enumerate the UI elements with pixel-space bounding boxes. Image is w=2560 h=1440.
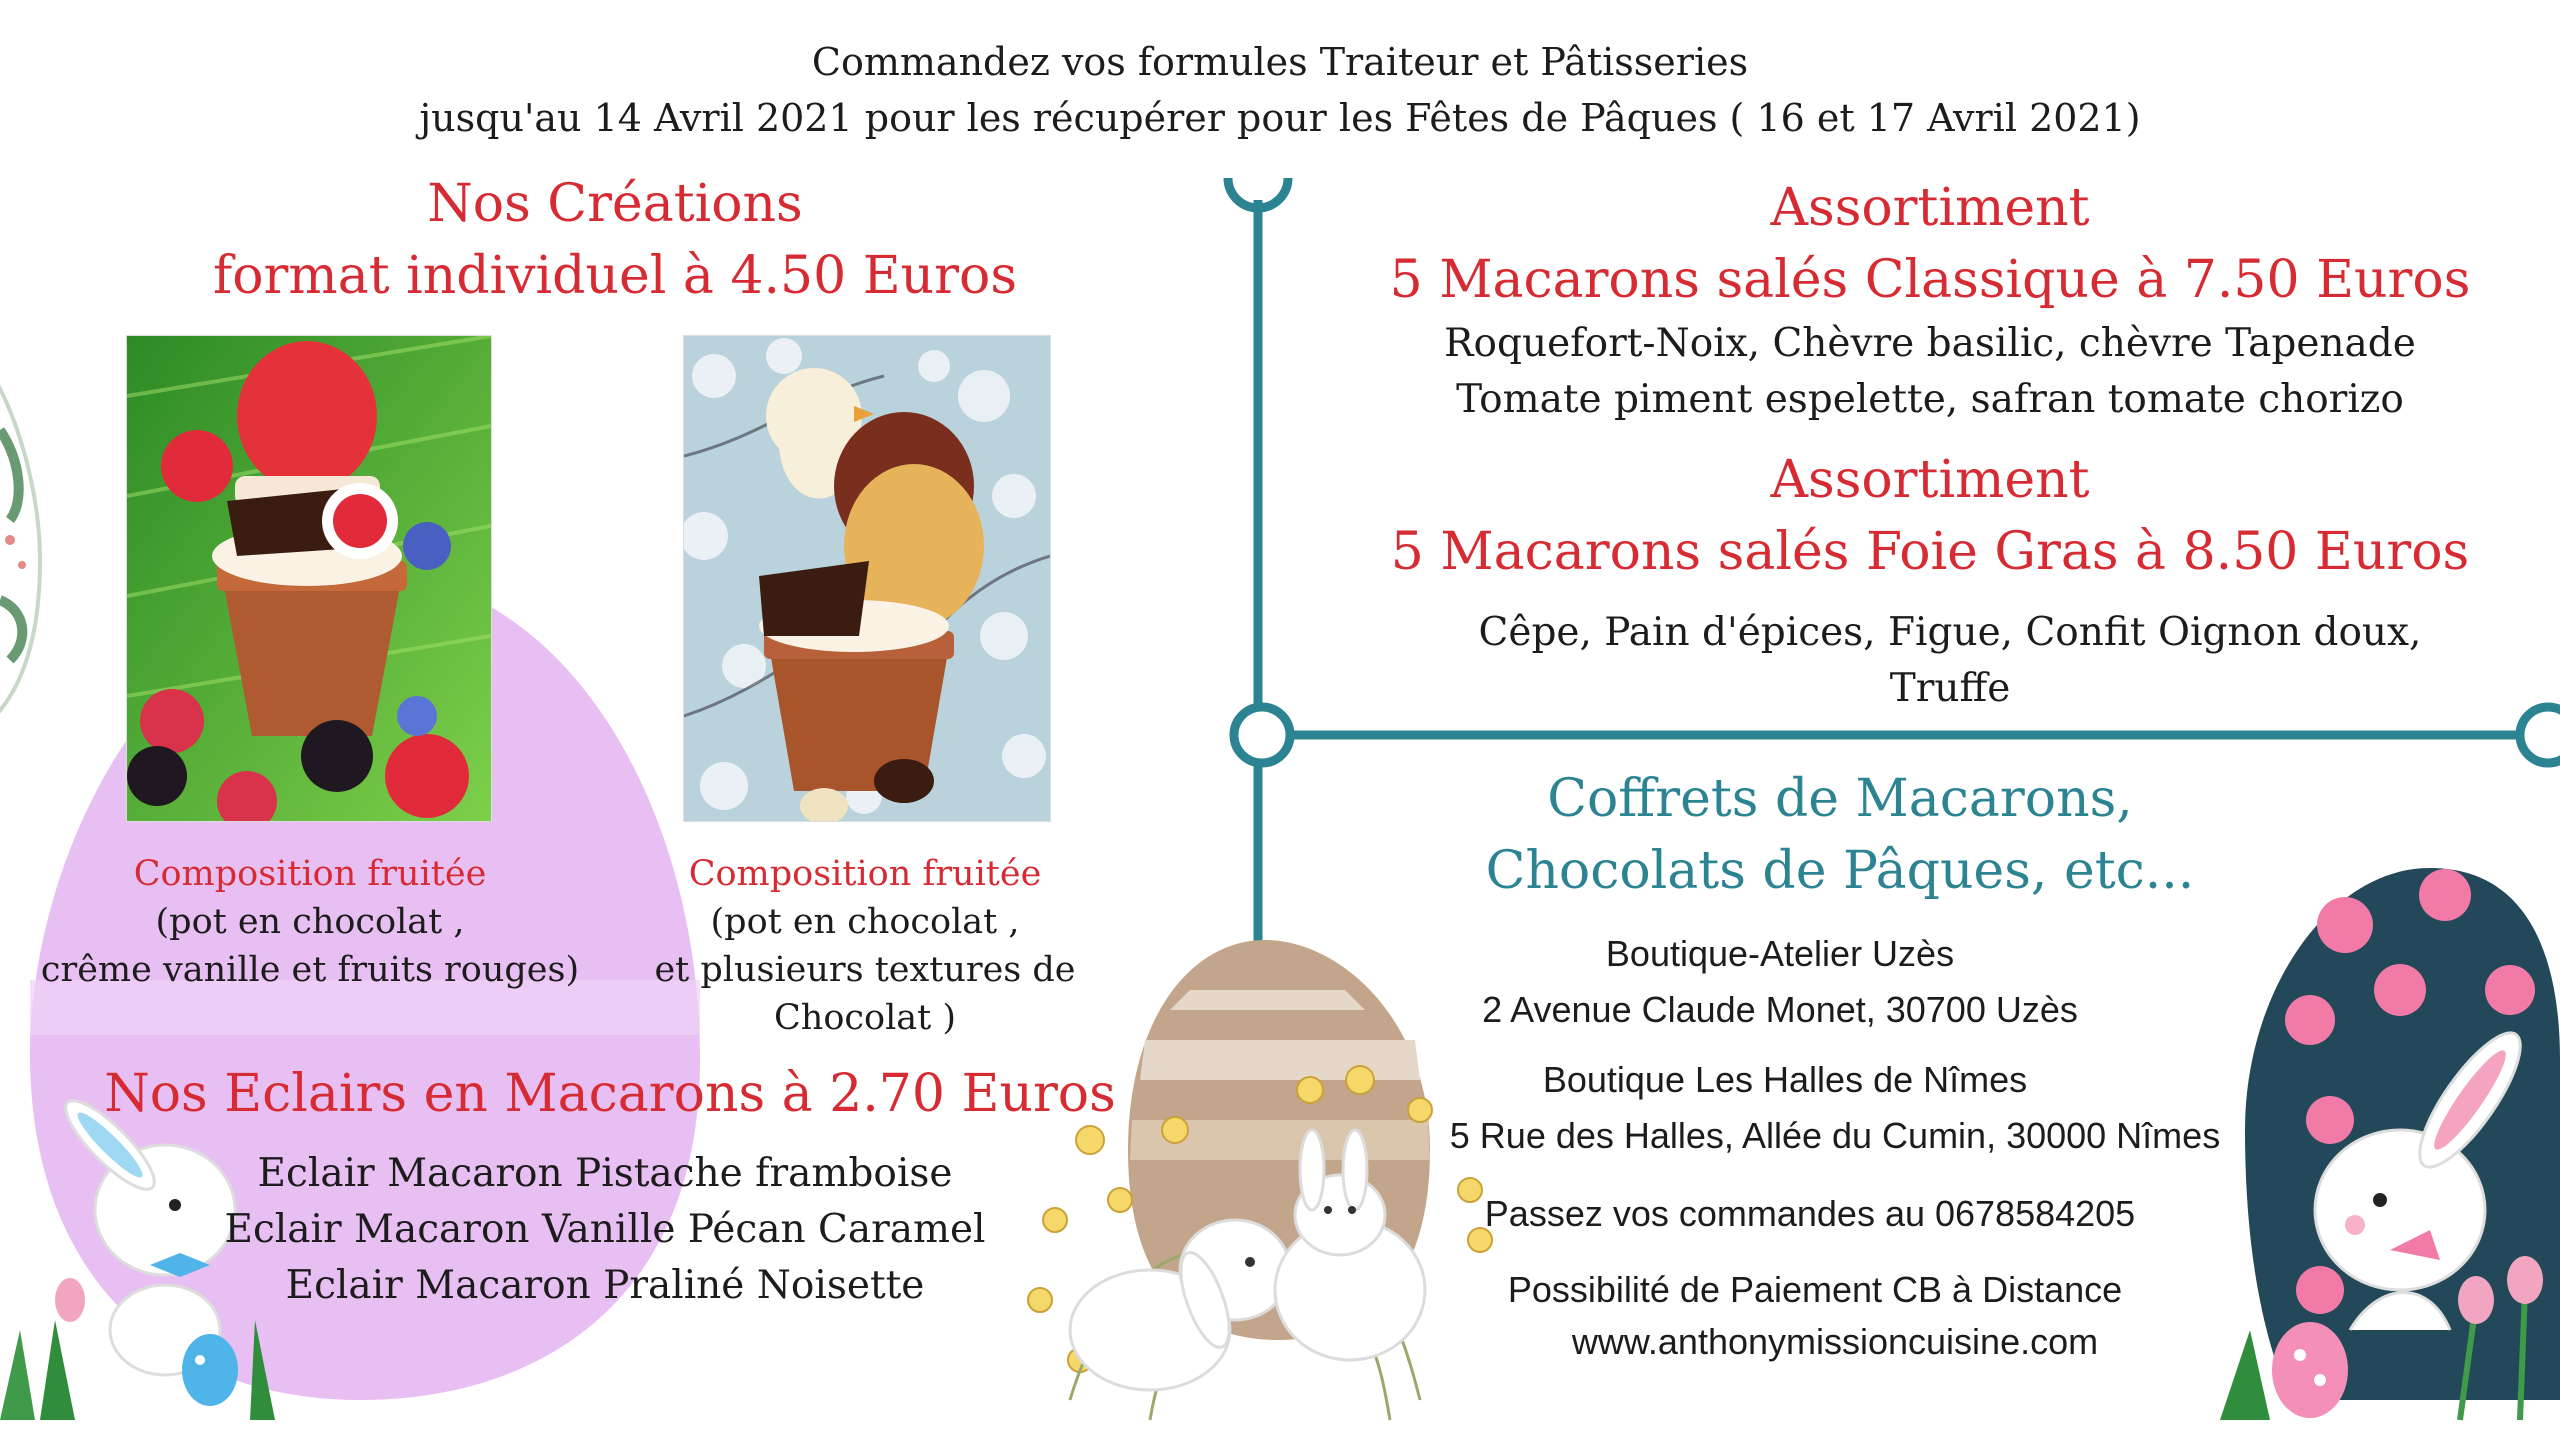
caption-1 [30, 850, 590, 994]
eclair-item-1: Eclair Macaron Pistache framboise [257, 1151, 953, 1196]
caption-1-title: Composition fruitée [133, 854, 487, 894]
green-egg-icon [0, 340, 40, 740]
assortiment-2-title: Assortiment [1770, 450, 2090, 510]
website-link[interactable]: www.anthonymissioncuisine.com [1571, 1321, 2099, 1362]
caption-2-title: Composition fruitée [688, 854, 1042, 894]
eclair-item-2: Eclair Macaron Vanille Pécan Caramel [224, 1207, 986, 1252]
assortiment-2-flavours [1400, 605, 2500, 717]
creations-heading [100, 168, 1130, 312]
header-line-1: Commandez vos formules Traiteur et Pâtisseries [811, 40, 1749, 84]
contact-block [1360, 926, 2260, 1366]
eclairs-title: Nos Eclairs en Macarons à 2.70 Euros [104, 1064, 1116, 1124]
shop-1-name: Boutique-Atelier Uzès [1605, 933, 1955, 974]
shop-2-name: Boutique Les Halles de Nîmes [1542, 1059, 2028, 1100]
header-line-2: jusqu'au 14 Avril 2021 pour les récupérer pour les Fêtes de Pâques ( 16 et 17 Avril 2021) [419, 96, 2141, 140]
caption-1-desc-1: (pot en chocolat , [155, 902, 465, 942]
caption-2 [640, 850, 1090, 1042]
assortiment-2-line-2: Truffe [1889, 666, 2011, 711]
payment-line: Possibilité de Paiement CB à Distance [1507, 1269, 2123, 1310]
dessert-photo-2-icon [684, 336, 1050, 821]
assortiment-1-subtitle: 5 Macarons salés Classique à 7.50 Euros [1389, 250, 2471, 310]
assortiment-classique [1380, 172, 2480, 428]
coffrets-title-1: Coffrets de Macarons, [1547, 769, 2133, 829]
photo-composition-fruitee-2 [683, 335, 1051, 822]
assortiment-foie-gras [1380, 444, 2480, 588]
shop-2-address: 5 Rue des Halles, Allée du Cumin, 30000 Nîmes [1449, 1115, 2221, 1156]
assortiment-2-line-1: Cêpe, Pain d'épices, Figue, Confit Oignon doux, [1478, 610, 2422, 655]
assortiment-1-line-1: Roquefort-Noix, Chèvre basilic, chèvre Tapenade [1444, 321, 2416, 366]
caption-2-desc-2: et plusieurs textures de [654, 950, 1076, 990]
header [0, 34, 2560, 146]
photo-composition-fruitee-1 [126, 335, 492, 822]
assortiment-1-line-2: Tomate piment espelette, safran tomate chorizo [1456, 377, 2404, 422]
assortiment-2-subtitle: 5 Macarons salés Foie Gras à 8.50 Euros [1390, 522, 2470, 582]
shop-1-address: 2 Avenue Claude Monet, 30700 Uzès [1482, 989, 2078, 1030]
creations-subtitle: format individuel à 4.50 Euros [212, 246, 1018, 306]
caption-1-desc-2: crême vanille et fruits rouges) [40, 950, 580, 990]
eclair-item-3: Eclair Macaron Praliné Noisette [285, 1263, 925, 1308]
caption-2-desc-3: Chocolat ) [774, 998, 956, 1038]
eclairs-list [130, 1146, 1080, 1314]
creations-title: Nos Créations [427, 174, 803, 234]
assortiment-1-title: Assortiment [1770, 178, 2090, 238]
caption-2-desc-1: (pot en chocolat , [710, 902, 1020, 942]
phone-line: Passez vos commandes au 0678584205 [1484, 1193, 2136, 1234]
coffrets-title-2: Chocolats de Pâques, etc... [1485, 841, 2195, 901]
dessert-photo-1-icon [127, 336, 491, 821]
coffrets-heading [1420, 763, 2260, 907]
pink-egg-icon [2272, 1322, 2348, 1418]
